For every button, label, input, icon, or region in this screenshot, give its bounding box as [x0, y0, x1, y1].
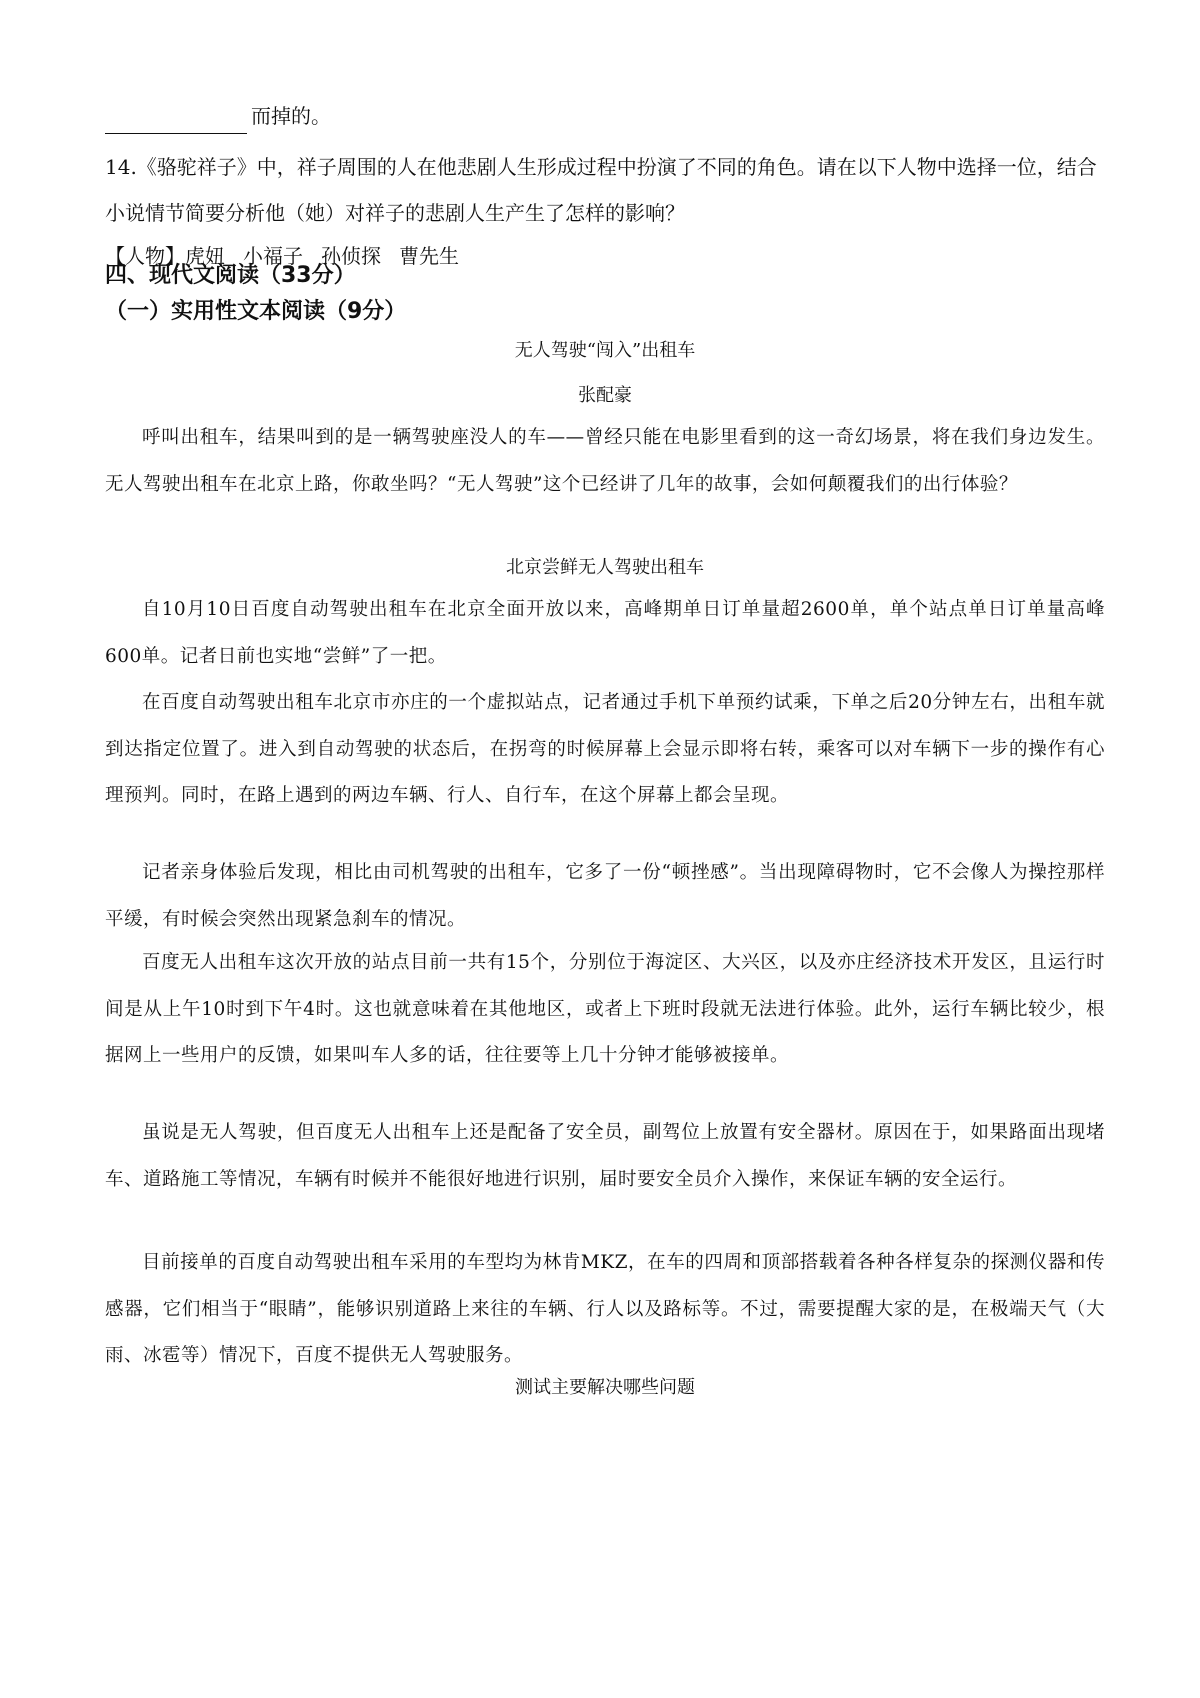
paragraph: 在百度自动驾驶出租车北京市亦庄的一个虚拟站点，记者通过手机下单预约试乘，下单之后20分钟左右，出租车就到达指定位置了。进入到自动驾驶的状态后，在拐弯的时候屏幕上会显示即将右转，乘客可以对车辆下一步的操作有心理预判。同时，在路上遇到的两边车辆、行人、自行车，在这个屏幕上都会呈现。 — [105, 692, 1105, 806]
character-list-label: 【人物】 — [105, 244, 185, 268]
paragraph: 记者亲身体验后发现，相比由司机驾驶的出租车，它多了一份“顿挫感”。当出现障碍物时，它不会像人为操控那样平缓，有时候会突然出现紧急刹车的情况。 — [105, 862, 1105, 930]
q13-answer-line — [105, 98, 331, 134]
paragraph: 目前接单的百度自动驾驶出租车采用的车型均为林肯MKZ，在车的四周和顶部搭载着各种各样复杂的探测仪器和传感器，它们相当于“眼睛”，能够识别道路上来往的车辆、行人以及路标等。不过，需要提醒大家的是，在极端天气（大雨、冰雹等）情况下，百度不提供无人驾驶服务。 — [105, 1252, 1105, 1366]
paragraph: 自10月10日百度自动驾驶出租车在北京全面开放以来，高峰期单日订单量超2600单，单个站点单日订单量高峰600单。记者日前也实地“尝鲜”了一把。 — [105, 599, 1105, 667]
article-subheading: 测试主要解决哪些问题 — [515, 1377, 695, 1398]
q13-tail-text: 而掉的。 — [251, 104, 331, 128]
character-item: 虎妞 — [185, 244, 225, 268]
paragraph: 虽说是无人驾驶，但百度无人出租车上还是配备了安全员，副驾位上放置有安全器材。原因在于，如果路面出现堵车、道路施工等情况，车辆有时候并不能很好地进行识别，届时要安全员介入操作，来保证车辆的安全运行。 — [105, 1122, 1105, 1190]
section-heading: 四、现代文阅读（33分） — [105, 263, 356, 288]
question-14: 14.《骆驼祥子》中，祥子周围的人在他悲剧人生形成过程中扮演了不同的角色。请在以下人物中选择一位，结合小说情节简要分析他（她）对祥子的悲剧人生产生了怎样的影响？ — [105, 155, 1097, 225]
character-item: 小福子 — [243, 244, 303, 268]
subsection-heading: （一）实用性文本阅读（9分） — [105, 299, 407, 324]
character-item: 孙侦探 — [321, 244, 381, 268]
article-author: 张配豪 — [578, 385, 632, 406]
fill-in-blank — [105, 107, 247, 134]
article-title: 无人驾驶“闯入”出租车 — [514, 340, 696, 361]
article-subheading: 北京尝鲜无人驾驶出租车 — [506, 557, 704, 578]
character-item: 曹先生 — [399, 244, 459, 268]
paragraph: 呼叫出租车，结果叫到的是一辆驾驶座没人的车——曾经只能在电影里看到的这一奇幻场景，将在我们身边发生。无人驾驶出租车在北京上路，你敢坐吗？“无人驾驶”这个已经讲了几年的故事，会如何颠覆我们的出行体验？ — [105, 427, 1105, 495]
paragraph: 百度无人出租车这次开放的站点目前一共有15个，分别位于海淀区、大兴区，以及亦庄经济技术开发区，且运行时间是从上午10时到下午4时。这也就意味着在其他地区，或者上下班时段就无法进行体验。此外，运行车辆比较少，根据网上一些用户的反馈，如果叫车人多的话，往往要等上几十分钟才能够被接单。 — [105, 952, 1105, 1066]
